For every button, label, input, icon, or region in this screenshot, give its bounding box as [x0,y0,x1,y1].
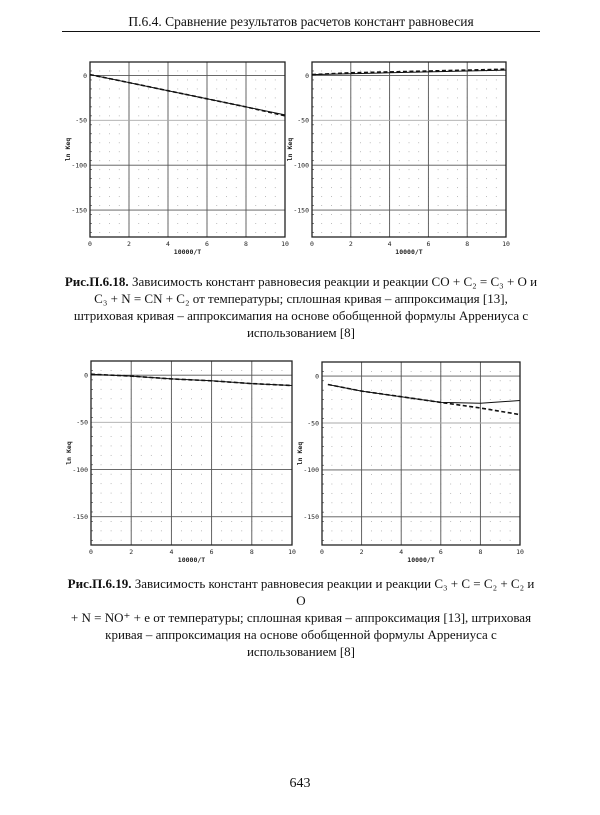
svg-text:0: 0 [320,548,324,556]
svg-text:0: 0 [88,240,92,248]
svg-text:10000/T: 10000/T [407,556,435,564]
chart-fig19-left [61,357,302,567]
svg-text:-150: -150 [293,206,309,215]
svg-text:0: 0 [89,548,93,556]
svg-text:2: 2 [127,240,131,248]
svg-text:2: 2 [359,548,364,556]
chart-fig18-left [60,58,295,259]
svg-text:-100: -100 [71,161,87,170]
caption-line: Зависимость констант равновесия реакции и реакции C₃ + C = C₂ + C₂ и O [134,576,535,608]
caption-line: использованием [8] [246,325,356,340]
svg-text:8: 8 [465,240,470,248]
svg-text:6: 6 [438,548,443,556]
header-rule [62,31,540,32]
svg-text:-150: -150 [303,513,319,522]
page-number: 643 [289,776,311,791]
svg-text:10: 10 [502,240,510,248]
svg-text:-50: -50 [297,116,309,125]
svg-text:6: 6 [209,548,214,556]
svg-text:ln Keq: ln Keq [286,137,294,162]
svg-text:2: 2 [129,548,134,556]
figure-18-label: Рис.П.6.18. [64,274,129,289]
svg-text:ln Keq: ln Keq [296,441,304,466]
dashed-curve [90,75,285,116]
svg-text:-50: -50 [307,419,319,428]
minor-grid [322,371,521,541]
svg-text:-150: -150 [71,206,87,215]
caption-line: штриховая кривая – аппроксимапия на основе обобщенной формулы Аррениуса с [73,308,529,323]
svg-text:-150: -150 [72,512,88,521]
svg-text:6: 6 [426,240,431,248]
running-header: П.6.4. Сравнение результатов расчетов констант равновесия [128,14,474,29]
svg-text:10: 10 [288,548,296,556]
figure-19-caption [62,575,540,660]
svg-text:0: 0 [83,71,87,80]
figure-19-label: Рис.П.6.19. [67,576,132,591]
svg-text:0: 0 [310,240,314,248]
minor-grid [91,370,293,541]
svg-text:ln Keq: ln Keq [65,441,73,465]
svg-text:10000/T: 10000/T [177,556,206,564]
caption-line: использованием [8] [246,644,356,659]
svg-text:4: 4 [169,548,174,556]
svg-text:6: 6 [205,240,209,248]
svg-text:-100: -100 [293,161,309,170]
svg-text:10: 10 [281,240,289,248]
caption-line: кривая – аппроксимация на основе обобщенной формулы Аррениуса с [105,627,497,642]
svg-text:-50: -50 [75,116,87,125]
minor-grid [312,71,507,233]
caption-line: Зависимость констант равновесия реакции и реакции CO + C₂ = C₃ + O и [131,274,538,289]
svg-text:4: 4 [387,240,392,248]
svg-text:10000/T: 10000/T [395,248,423,256]
svg-text:8: 8 [249,548,254,556]
svg-text:10000/T: 10000/T [173,248,202,256]
svg-text:0: 0 [315,372,319,381]
chart-fig19-right [292,357,530,567]
svg-text:-100: -100 [72,465,88,474]
chart-fig18-right [282,58,516,259]
svg-text:4: 4 [399,548,404,556]
svg-text:4: 4 [166,240,170,248]
svg-text:-50: -50 [76,418,88,427]
svg-text:2: 2 [348,240,353,248]
caption-line: + N = NO⁺ + e от температуры; сплошная кривая – аппроксимация [13], штриховая [70,610,532,625]
svg-text:10: 10 [516,548,524,556]
svg-text:0: 0 [84,371,88,380]
solid-curve [328,385,520,404]
svg-text:0: 0 [305,71,309,80]
svg-text:8: 8 [244,240,248,248]
figure-18-caption [62,273,540,341]
svg-text:8: 8 [478,548,483,556]
svg-text:-100: -100 [303,466,319,475]
svg-text:ln Keq: ln Keq [64,137,72,162]
caption-line: C₃ + N = CN + C₂ от температуры; сплошная кривая – аппроксимация [13], [94,291,508,306]
